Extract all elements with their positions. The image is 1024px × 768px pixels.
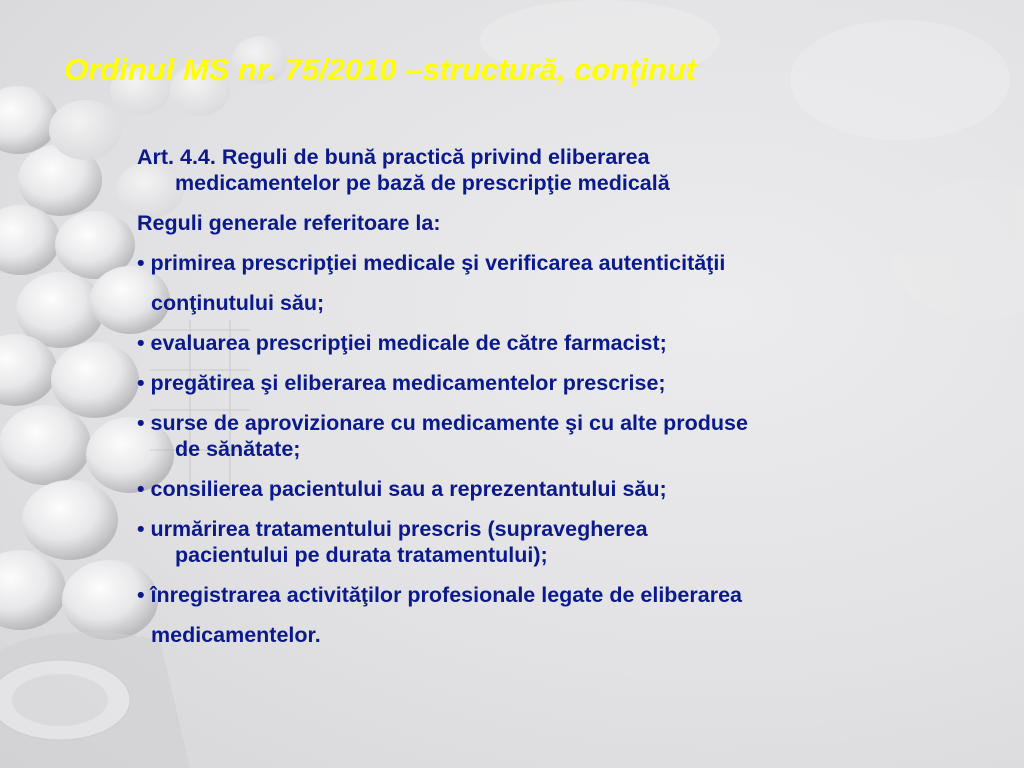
paragraph-line: pacientului pe durata tratamentului);: [175, 543, 548, 567]
slide-body: [137, 144, 967, 648]
bullet-continuation: [137, 290, 967, 316]
bullet-item: [137, 370, 967, 396]
paragraph-line: • primirea prescripţiei medicale şi verificarea autenticităţii: [137, 251, 726, 275]
bullet-item: [137, 476, 967, 502]
bullet-item: [137, 410, 967, 462]
paragraph-line: Reguli generale referitoare la:: [137, 211, 441, 235]
paragraph-line: • înregistrarea activităţilor profesionale legate de eliberarea: [137, 583, 742, 607]
paragraph-line: Art. 4.4. Reguli de bună practică privind eliberarea: [137, 145, 650, 169]
paragraph-line: conţinutului său;: [151, 291, 325, 315]
bullet-continuation: [137, 622, 967, 648]
paragraph-line: • evaluarea prescripţiei medicale de către farmacist;: [137, 331, 667, 355]
paragraph-line: • urmărirea tratamentului prescris (supravegherea: [137, 517, 648, 541]
paragraph-line: • consilierea pacientului sau a reprezentantului său;: [137, 477, 667, 501]
paragraph-line: medicamentelor pe bază de prescripţie medicală: [175, 171, 670, 195]
paragraph-line: • pregătirea şi eliberarea medicamentelor prescrise;: [137, 371, 666, 395]
paragraph-line: • surse de aprovizionare cu medicamente şi cu alte produse: [137, 411, 748, 435]
slide-title: Ordinul MS nr. 75/2010 –structură, conţinut: [64, 52, 697, 87]
paragraph-line: medicamentelor.: [151, 623, 321, 647]
paragraph-line: de sănătate;: [175, 437, 301, 461]
bullet-item: [137, 516, 967, 568]
paragraph-article: [137, 144, 967, 196]
bullet-item: [137, 250, 967, 276]
bullet-item: [137, 330, 967, 356]
paragraph-general-rules: [137, 210, 967, 236]
bullet-item: [137, 582, 967, 608]
